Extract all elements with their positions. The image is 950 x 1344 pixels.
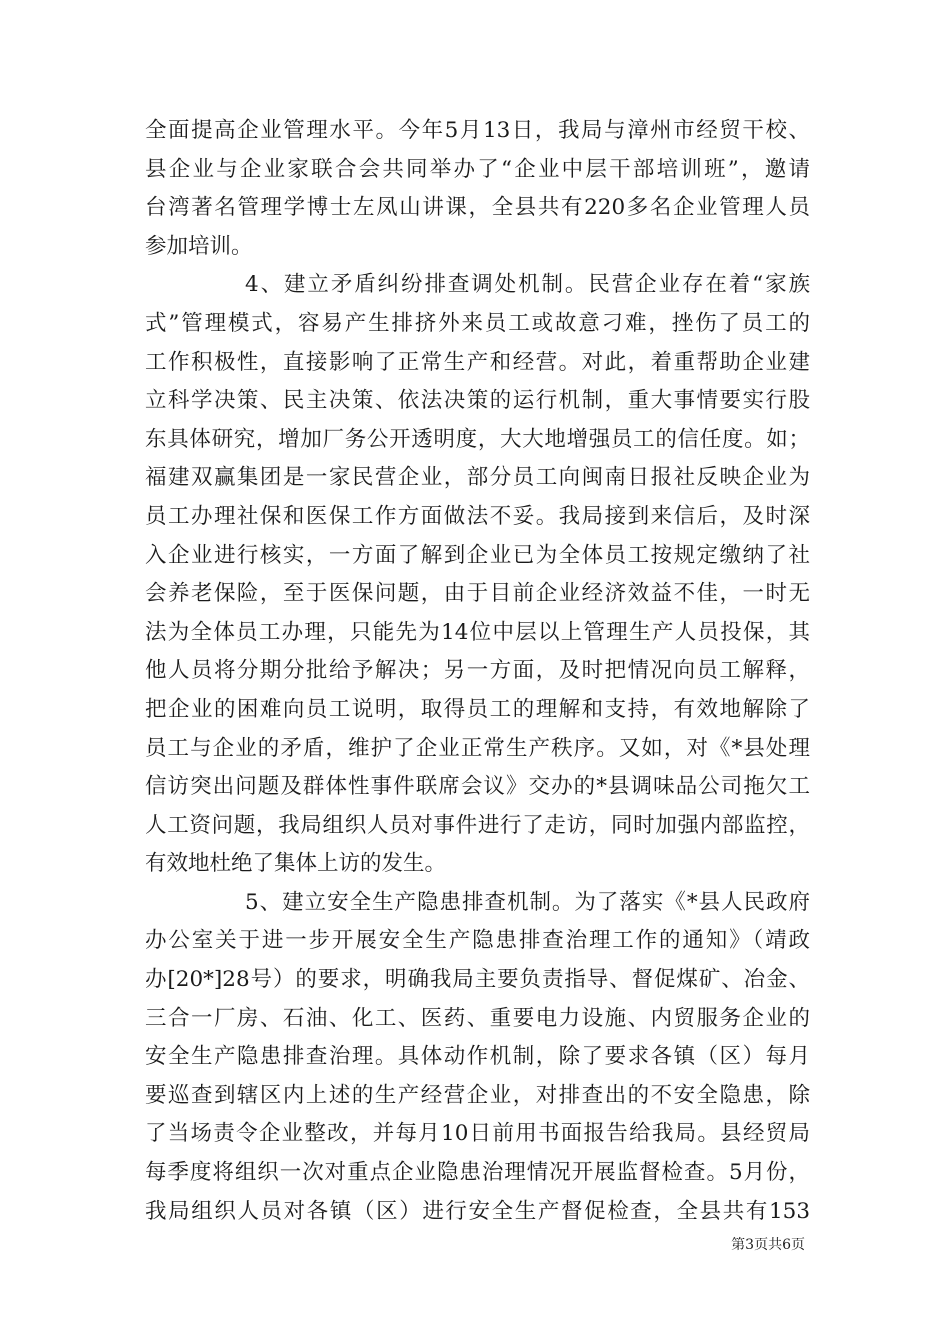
text-line: 要巡查到辖区内上述的生产经营企业，对排查出的不安全隐患，除: [145, 1082, 810, 1108]
text-line: 安全生产隐患排查治理。具体动作机制，除了要求各镇（区）每月: [145, 1044, 810, 1070]
text-line: 参加培训。: [145, 233, 253, 259]
text-line: 有效地杜绝了集体上访的发生。: [145, 851, 447, 877]
text-line: 信访突出问题及群体性事件联席会议》交办的*县调味品公司拖欠工: [145, 774, 810, 800]
document-body: [145, 112, 810, 1231]
text-line: 4、建立矛盾纠纷排查调处机制。民营企业存在着“家族: [245, 272, 810, 298]
text-line: 我局组织人员对各镇（区）进行安全生产督促检查，全县共有153: [145, 1198, 810, 1224]
text-line: 他人员将分期分批给予解决；另一方面，及时把情况向员工解释，: [145, 658, 810, 684]
text-line: 5、建立安全生产隐患排查机制。为了落实《*县人民政府: [245, 889, 810, 915]
text-line: 办[20*]28号）的要求，明确我局主要负责指导、督促煤矿、冶金、: [145, 967, 810, 993]
text-line: 三合一厂房、石油、化工、医药、重要电力设施、内贸服务企业的: [145, 1005, 810, 1031]
text-line: 东具体研究，增加厂务公开透明度，大大地增强员工的信任度。如；: [145, 426, 810, 452]
text-line: 福建双赢集团是一家民营企业，部分员工向闽南日报社反映企业为: [145, 465, 810, 491]
text-line: 台湾著名管理学博士左凤山讲课，全县共有220多名企业管理人员: [145, 195, 810, 221]
text-line: 员工办理社保和医保工作方面做法不妥。我局接到来信后，及时深: [145, 503, 810, 529]
text-line: 县企业与企业家联合会共同举办了“企业中层干部培训班”，邀请: [145, 156, 810, 182]
text-line: 入企业进行核实，一方面了解到企业已为全体员工按规定缴纳了社: [145, 542, 810, 568]
text-line: 每季度将组织一次对重点企业隐患治理情况开展监督检查。5月份，: [145, 1160, 810, 1186]
text-line: 人工资问题，我局组织人员对事件进行了走访，同时加强内部监控，: [145, 812, 810, 838]
text-line: 全面提高企业管理水平。今年5月13日，我局与漳州市经贸干校、: [145, 118, 810, 143]
text-line: 办公室关于进一步开展安全生产隐患排查治理工作的通知》（靖政: [145, 928, 810, 954]
text-line: 式”管理模式，容易产生排挤外来员工或故意刁难，挫伤了员工的: [145, 310, 810, 336]
text-line: 把企业的困难向员工说明，取得员工的理解和支持，有效地解除了: [145, 696, 810, 722]
text-line: 了当场责令企业整改，并每月10日前用书面报告给我局。县经贸局: [145, 1121, 810, 1147]
text-line: 立科学决策、民主决策、依法决策的运行机制，重大事情要实行股: [145, 388, 810, 414]
text-line: 会养老保险，至于医保问题，由于目前企业经济效益不佳，一时无: [145, 581, 810, 607]
paragraph-item-4: [145, 266, 810, 884]
paragraph-item-5: [145, 884, 810, 1231]
text-line: 员工与企业的矛盾，维护了企业正常生产秩序。又如，对《*县处理: [145, 735, 810, 761]
paragraph-continued: [145, 112, 810, 266]
text-line: 工作积极性，直接影响了正常生产和经营。对此，着重帮助企业建: [145, 349, 810, 375]
page-number-footer: 第3页共6页: [731, 1237, 805, 1253]
text-line: 法为全体员工办理，只能先为14位中层以上管理生产人员投保，其: [145, 619, 810, 645]
